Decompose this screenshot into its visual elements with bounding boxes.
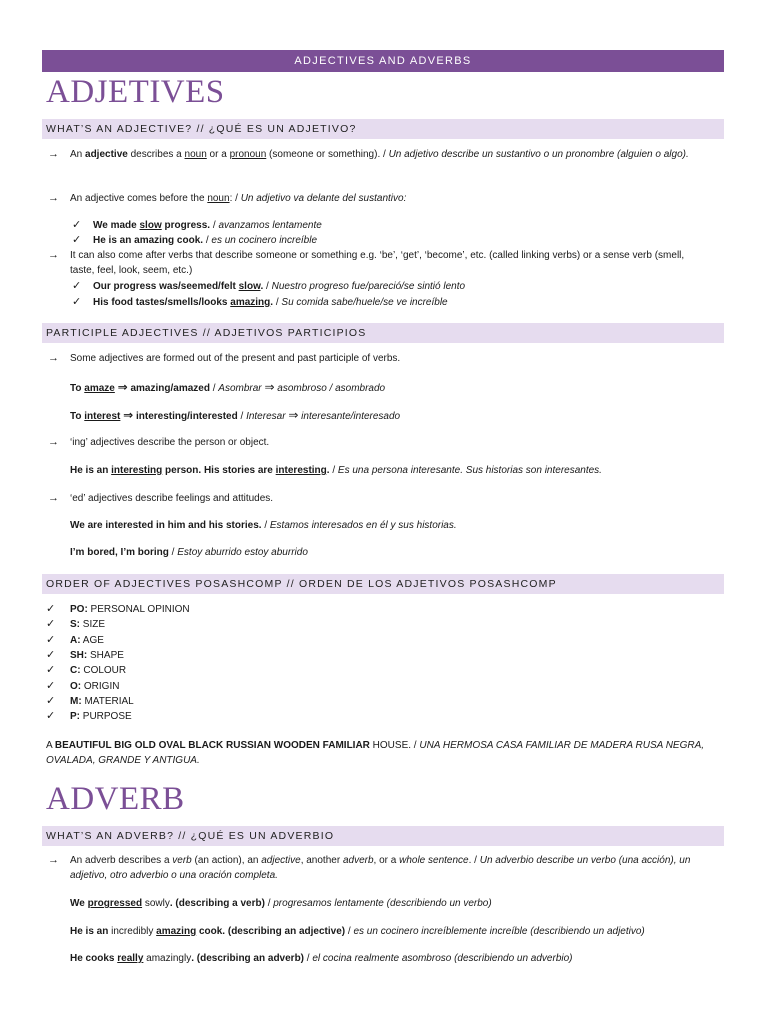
text: / xyxy=(267,898,274,909)
arrow-icon: → xyxy=(48,192,59,204)
text: interest xyxy=(84,411,121,422)
arrow-icon: → xyxy=(48,436,59,448)
text: . xyxy=(270,297,274,308)
text: / xyxy=(237,411,247,422)
ed-example-2 xyxy=(70,545,308,560)
text: An adjective comes before the xyxy=(70,193,208,204)
order-list-item xyxy=(70,617,105,632)
checkmark-icon: ✓ xyxy=(46,710,56,722)
order-list-item xyxy=(70,648,124,663)
order-item-key: O: xyxy=(70,681,82,692)
order-item-value: PERSONAL OPINION xyxy=(87,604,190,615)
order-item-value: PURPOSE xyxy=(80,711,132,722)
checkmark-icon: ✓ xyxy=(46,695,56,707)
text: He is an xyxy=(70,926,112,937)
arrow-icon: → xyxy=(48,249,59,261)
order-list-item xyxy=(70,709,132,724)
text: UNA HERMOSA CASA FAMILIAR DE MADERA RUSA NEGRA, OVALADA, GRANDE Y ANTIGUA. xyxy=(46,740,705,766)
text: Un adjetivo va delante del sustantivo: xyxy=(240,193,407,204)
ing-rule: ‘ing’ adjectives describe the person or object. xyxy=(70,437,270,448)
order-item-value: AGE xyxy=(80,635,104,646)
text: amazing xyxy=(156,926,197,937)
text: / xyxy=(345,926,354,937)
checkmark-icon: ✓ xyxy=(46,618,56,630)
checkmark-icon: ✓ xyxy=(46,680,56,692)
ing-example xyxy=(70,463,602,478)
text: I’m bored, I’m boring xyxy=(70,547,169,558)
text: We made xyxy=(93,220,140,231)
text: , or a xyxy=(373,855,400,866)
text: He cooks xyxy=(70,953,118,964)
text: interesante/interesado xyxy=(301,411,401,422)
text: avanzamos lentamente xyxy=(218,220,322,231)
text: / xyxy=(168,547,178,558)
text: . (describing an adverb) xyxy=(191,953,305,964)
text: An adverb describes a xyxy=(70,855,173,866)
text: adjective xyxy=(85,149,128,160)
section-heading: WHAT’S AN ADJECTIVE? // ¿QUÉ ES UN ADJETIVO? xyxy=(46,123,357,135)
order-item-key: S: xyxy=(70,619,80,630)
text: / xyxy=(304,953,313,964)
text: noun xyxy=(184,149,207,160)
order-list-item xyxy=(70,663,126,678)
checkmark-icon: ✓ xyxy=(46,634,56,646)
checkmark-icon: ✓ xyxy=(46,649,56,661)
checkmark-icon: ✓ xyxy=(46,664,56,676)
text: el cocina realmente asombroso (describiendo un adverbio) xyxy=(312,953,573,964)
order-list-item xyxy=(70,694,134,709)
linking-verb-rule: It can also come after verbs that describe someone or something e.g. ‘be’, ‘get’, ‘become’, etc. (called linking verbs) or a sense verb (smell, taste, feel, look, seem, etc.) xyxy=(70,250,685,276)
text: pronoun xyxy=(229,149,267,160)
text: Un adverbio describe un verbo (una acción), un adjetivo, otro adverbio o una oración completa. xyxy=(70,855,691,881)
text: / xyxy=(263,281,272,292)
double-arrow-icon: ⇒ xyxy=(123,408,134,422)
text: / xyxy=(273,297,282,308)
text: progresamos lentamente (describiendo un verbo) xyxy=(273,898,492,909)
interest-example xyxy=(70,408,400,424)
text: describes a xyxy=(127,149,185,160)
text: es un cocinero increíblemente increíble (describiendo un adjetivo) xyxy=(353,926,645,937)
text: . (describing a verb) xyxy=(169,898,268,909)
adjective-position-rule xyxy=(70,191,406,206)
ed-rule: ‘ed’ adjectives describe feelings and attitudes. xyxy=(70,493,274,504)
checkmark-icon: ✓ xyxy=(72,280,82,292)
order-example xyxy=(46,738,716,768)
checkmark-icon: ✓ xyxy=(46,603,56,615)
text: person. His stories are xyxy=(162,465,276,476)
text: progressed xyxy=(87,898,143,909)
text: He is an amazing cook. xyxy=(93,235,204,246)
text: interesting xyxy=(111,465,163,476)
example-line xyxy=(93,279,465,294)
example-line xyxy=(93,233,317,248)
document-header-bar xyxy=(42,50,724,72)
section-heading: ORDER OF ADJECTIVES POSASHCOMP // ORDEN DE LOS ADJETIVOS POSASHCOMP xyxy=(46,578,557,590)
text: He is an xyxy=(70,465,112,476)
checkmark-icon: ✓ xyxy=(72,296,82,308)
adjective-definition xyxy=(70,147,700,162)
adjectives-title: ADJETIVES xyxy=(46,74,225,110)
order-item-value: SIZE xyxy=(80,619,106,630)
text: slow xyxy=(139,220,162,231)
text: interesting/interested xyxy=(136,411,238,422)
adverb-example-3 xyxy=(70,951,573,966)
text: Nuestro progreso fue/pareció/se sintió lento xyxy=(271,281,466,292)
text: Es una persona interesante. Sus historias son interesantes. xyxy=(337,465,602,476)
text: Interesar xyxy=(246,411,286,422)
arrow-icon: → xyxy=(48,352,59,364)
order-item-key: A: xyxy=(70,635,81,646)
text: BEAUTIFUL BIG OLD OVAL BLACK RUSSIAN WOODEN FAMILIAR xyxy=(54,740,370,751)
text: Estoy aburrido estoy aburrido xyxy=(177,547,308,558)
text: . xyxy=(260,281,264,292)
text: We xyxy=(70,898,88,909)
arrow-icon: → xyxy=(48,854,59,866)
text: . xyxy=(326,465,330,476)
text: HOUSE. / xyxy=(369,740,420,751)
text: , another xyxy=(300,855,343,866)
text: / xyxy=(203,235,212,246)
order-item-key: PO: xyxy=(70,604,88,615)
text: es un cocinero increíble xyxy=(211,235,318,246)
text: sowly xyxy=(142,898,170,909)
double-arrow-icon: ⇒ xyxy=(117,380,128,394)
participle-intro: Some adjectives are formed out of the present and past participle of verbs. xyxy=(70,353,401,364)
text: adverb xyxy=(342,855,374,866)
text: Un adjetivo describe un sustantivo o un pronombre (alguien o algo). xyxy=(388,149,689,160)
text: Su comida sabe/huele/se ve increíble xyxy=(281,297,448,308)
text: progress. xyxy=(161,220,211,231)
text: interesting xyxy=(275,465,327,476)
section-what-adverb xyxy=(42,826,724,846)
ed-example-1 xyxy=(70,518,457,533)
text: A xyxy=(46,740,55,751)
text: (an action), an xyxy=(191,855,262,866)
text: noun xyxy=(207,193,230,204)
adverb-title: ADVERB xyxy=(46,781,185,817)
section-participle-adjectives xyxy=(42,323,724,343)
document-header-title: ADJECTIVES AND ADVERBS xyxy=(294,55,472,67)
text: amaze xyxy=(84,383,115,394)
order-item-value: COLOUR xyxy=(80,665,127,676)
arrow-icon: → xyxy=(48,148,59,160)
amaze-example xyxy=(70,380,385,396)
checkmark-icon: ✓ xyxy=(72,234,82,246)
text: amazing/amazed xyxy=(130,383,210,394)
order-item-value: MATERIAL xyxy=(81,696,134,707)
double-arrow-icon: ⇒ xyxy=(264,380,275,394)
checkmark-icon: ✓ xyxy=(72,219,82,231)
text: To xyxy=(70,383,85,394)
text: slow xyxy=(238,281,261,292)
text: or a xyxy=(206,149,230,160)
section-heading: WHAT’S AN ADVERB? // ¿QUÉ ES UN ADVERBIO xyxy=(46,830,335,842)
text: / xyxy=(261,520,270,531)
section-what-adjective xyxy=(42,119,724,139)
text: (someone or something). / xyxy=(266,149,389,160)
text: To xyxy=(70,411,85,422)
order-list-item xyxy=(70,602,190,617)
adverb-example-2 xyxy=(70,924,645,939)
order-item-key: C: xyxy=(70,665,81,676)
text: adjective xyxy=(261,855,301,866)
section-heading: PARTICIPLE ADJECTIVES // ADJETIVOS PARTICIPIOS xyxy=(46,327,367,339)
example-line xyxy=(93,295,448,310)
text: . / xyxy=(468,855,480,866)
text: incredibly xyxy=(111,926,157,937)
arrow-icon: → xyxy=(48,492,59,504)
adverb-definition xyxy=(70,853,700,883)
example-line xyxy=(93,218,322,233)
text: asombroso / asombrado xyxy=(277,383,386,394)
order-item-value: SHAPE xyxy=(87,650,124,661)
text: / xyxy=(329,465,338,476)
section-order-of-adjectives xyxy=(42,574,724,594)
order-list-item xyxy=(70,679,119,694)
order-item-value: ORIGIN xyxy=(81,681,120,692)
text: amazingly xyxy=(143,953,192,964)
order-item-key: SH: xyxy=(70,650,88,661)
text: An xyxy=(70,149,86,160)
adverb-example-1 xyxy=(70,896,492,911)
text: : / xyxy=(229,193,241,204)
double-arrow-icon: ⇒ xyxy=(288,408,299,422)
text: / xyxy=(209,383,219,394)
text: verb xyxy=(172,855,192,866)
text: Asombrar xyxy=(218,383,262,394)
text: really xyxy=(117,953,144,964)
order-item-key: P: xyxy=(70,711,80,722)
text: whole sentence xyxy=(399,855,469,866)
text: Our progress was/seemed/felt xyxy=(93,281,239,292)
text: We are interested in him and his stories. xyxy=(70,520,262,531)
order-item-key: M: xyxy=(70,696,82,707)
order-list-item xyxy=(70,633,104,648)
text: His food tastes/smells/looks xyxy=(93,297,231,308)
text: / xyxy=(210,220,219,231)
text: amazing xyxy=(230,297,271,308)
text: cook. (describing an adjective) xyxy=(196,926,346,937)
text: Estamos interesados en él y sus historias. xyxy=(269,520,457,531)
